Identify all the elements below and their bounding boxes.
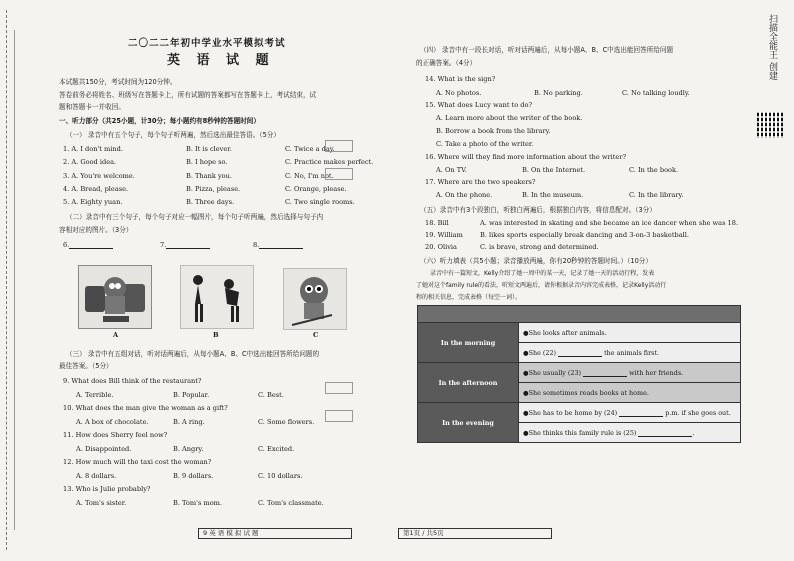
part1-title: 一、听力部分（共25小题，计30分；每小题约有8秒钟的答题时间）	[59, 117, 260, 125]
question-17: 17. Where are the two speakers?	[425, 178, 536, 186]
question-15: 15. What does Lucy want to do?	[425, 101, 533, 109]
table-row	[418, 323, 741, 343]
question-15-option-b: B. Borrow a book from the library.	[436, 127, 551, 135]
blank-7[interactable]: 7.	[160, 241, 210, 249]
afternoon-activity-1: ●She usually (23) with her friends.	[519, 363, 741, 383]
section6-para-3: 程的相关信息，完成表格（每空一词）。	[416, 294, 522, 301]
section6-para-2: 了她对这个family rule的看法，听短文两遍后，请你根据录音内容完成表格，记录Kelly活动行	[416, 282, 667, 289]
footer-left: 9 英 语 模 拟 试 题	[198, 528, 352, 539]
section2-title-cont: 容相对应的图片。（3分）	[59, 226, 133, 234]
section5-title: （五）录音中有3个段独白，听独白两遍后，根据独白内容，将信息配对。（3分）	[420, 206, 656, 214]
exam-title: 二〇二二年初中学业水平模拟考试	[128, 38, 286, 49]
picture-b	[180, 265, 254, 329]
note-line-2: 答卷前务必将姓名、班级写在答题卡上，所有试题的答案都写在答题卡上，考试结束，试	[59, 91, 317, 99]
morning-activity-2: ●She (22) the animals first.	[519, 343, 741, 363]
table-row	[418, 403, 741, 423]
section4-title-cont: 的正确答案。（4分）	[416, 59, 477, 67]
blank-6[interactable]: 6.	[63, 241, 113, 249]
picture-a-label: A	[113, 331, 119, 339]
faint-mark	[325, 410, 353, 422]
question-15-option-c: C. Take a photo of the writer.	[436, 140, 534, 148]
section1-title: （一） 录音中有五个句子，每个句子听两遍，然后选出最佳答语。（5分）	[66, 131, 280, 139]
faint-mark	[325, 140, 353, 152]
blank-8[interactable]: 8.	[253, 241, 303, 249]
row-label-afternoon: In the afternoon	[418, 363, 519, 403]
answer-blank-25[interactable]	[638, 429, 692, 437]
answer-blank-24[interactable]	[619, 409, 663, 417]
section6-para-1: 录音中有一篇短文，Kelly介绍了她一周中的某一天，记录了她一天的活动行程，发表	[430, 270, 655, 277]
picture-b-label: B	[213, 331, 219, 339]
question-12: 12. How much will the taxi cost the woman?	[63, 458, 212, 466]
binding-line	[6, 10, 8, 550]
afternoon-activity-2: ●She sometimes reads books at home.	[519, 383, 741, 403]
answer-blank-23[interactable]	[583, 369, 627, 377]
scanner-watermark: 扫描全能王 创建	[767, 14, 777, 80]
mascot-hockey-image	[284, 269, 346, 329]
evening-activity-2: ●She thinks this family rule is (25) .	[519, 423, 741, 443]
row-label-evening: In the evening	[418, 403, 519, 443]
question-13: 13. Who is Julie probably?	[63, 485, 151, 493]
note-line-1: 本试题共150分，考试时间为120分钟。	[59, 78, 177, 86]
faint-mark	[325, 168, 353, 180]
people-bowing-image	[181, 266, 253, 328]
question-9: 9. What does Bill think of the restaurant?	[63, 377, 202, 385]
picture-c	[283, 268, 347, 330]
section3-title-cont: 最佳答案。（5分）	[59, 362, 113, 370]
faint-mark	[325, 382, 353, 394]
evening-activity-1: ●She has to be home by (24) p.m. if she goes out.	[519, 403, 741, 423]
row-label-morning: In the morning	[418, 323, 519, 363]
answer-blank-22[interactable]	[558, 349, 602, 357]
morning-activity-1: ●She looks after animals.	[519, 323, 741, 343]
picture-a	[78, 265, 152, 329]
subject-title: 英 语 试 题	[167, 53, 275, 68]
section2-title: （二）录音中有三个句子，每个句子对应一幅图片，每个句子听两遍，然后选择与句子内	[66, 213, 324, 221]
question-14: 14. What is the sign?	[425, 75, 496, 83]
note-line-3: 题和答题卡一并收回。	[59, 103, 125, 111]
picture-c-label: C	[313, 331, 319, 339]
qr-code-icon	[757, 112, 783, 138]
footer-right: 第1页 / 共5页	[398, 528, 552, 539]
section3-title: （三） 录音中有五组对话，听对话两遍后，从每小题A、B、C中选出能回答所给问题的	[66, 350, 320, 358]
kelly-activity-table	[417, 305, 741, 443]
binding-margin	[14, 30, 31, 530]
mascot-sport-image	[79, 266, 151, 328]
table-row	[418, 363, 741, 383]
exam-page: 二〇二二年初中学业水平模拟考试 英 语 试 题 本试题共150分，考试时间为120分钟。 答卷前务必将姓名、班级写在答题卡上，所有试题的答案都写在答题卡上，考试结束，试 题和答题卡一并收回。 一、听力部分（共25小题，计30分；每小题约有8秒钟的答题时间） （一） 录音中有五个句子，每个句子听两遍，然后选出最佳答语。（5分） 1. A. I don't mind. B. It is clever. C. Twice a day. 2. A. Good idea. B. I hope so. C. Practice makes perfect. 3. A. You're welcome. B. Thank you. C. No, I'm not. 4. A. Bread, please. B. Pizza, please. C. Orange, please. 5. A. Eighty yuan. B. Three days. C. Two single rooms. （二）录音中有三个句子，每个句子对应一幅图片，每个句子听两遍，然后选择与句子内 容相对应的图片。（3分） 6. 7. 8. A B C （三） 录音中有五组对话，听对话两遍后，从每小题A、B、C中选出能回答所给问题的 最佳答案。（5分） 9. What does Bill think of the restaurant? A. Terrible. B. Popular. C. Best. 10. What does the man give the woman as a gift? A. A box of chocolate. B. A ring. C. Some flowers. 11. How does Sherry feel now? A. Disappointed. B. Angry. C. Excited. 12. How much will the taxi cost the woman? A. 8 dollars. B. 9 dollars. C. 10 dollars. 13. Who is Julie probably? A. Tom's sister. B. Tom's mom. C. Tom's classmate. （四） 录音中有一段长对话，听对话两遍后，从每小题A、B、C中选出能回答所给问题 的正确答案。（4分） 14. What is the sign? A. No photos. B. No parking. C. No talking loudly. 15. What does Lucy want to do? A. Learn more about the writer of the book. B. Borrow a book from the library. C. Take a photo of the writer. 16. Where will they find more information about the writer? A. On TV. B. On the Internet. C. In the book. 17. Where are the two speakers? A. On the phone. B. In the museum. C. In the library. （五）录音中有3个段独白，听独白两遍后，根据独白内容，将信息配对。（3分） 18. Bill A. was interested in skating and she became an ice dancer when she was 18. 19. William B. likes sports especially break dancing and 3-on-3 basketball. 20. Olivia C. is brave, strong and determined. （六）听力填表（共5小题；录音播放两遍，你有20秒钟的答题时间。）（10分） 录音中有一篇短文，Kelly介绍了她一周中的某一天，记录了她一天的活动行程，发表 了她对这个family rule的看法，听短文两遍后，请你根据录音内容完成表格，记录Kelly活动行 程的相关信息，完成表格（每空一词）。 In the morning ●She looks after animals. ●She (22) the animals first. In the afternoon ●She usually (23) with her friends. ●She sometimes reads books at home. In the evening ●She has to be home by (24) p.m. if she goes out. ●She thinks this family rule is (25) . 9 英 语 模 拟 试 题 第1页 / 共5页 扫描全能王 创建	[0, 0, 794, 561]
section6-title: （六）听力填表（共5小题；录音播放两遍，你有20秒钟的答题时间。）（10分）	[420, 257, 652, 265]
question-15-option-a: A. Learn more about the writer of the book.	[436, 114, 583, 122]
section4-title: （四） 录音中有一段长对话，听对话两遍后，从每小题A、B、C中选出能回答所给问题	[420, 46, 674, 54]
question-16: 16. Where will they find more information about the writer?	[425, 153, 627, 161]
table-header-row	[418, 306, 741, 323]
question-11: 11. How does Sherry feel now?	[63, 431, 168, 439]
question-10: 10. What does the man give the woman as a gift?	[63, 404, 228, 412]
